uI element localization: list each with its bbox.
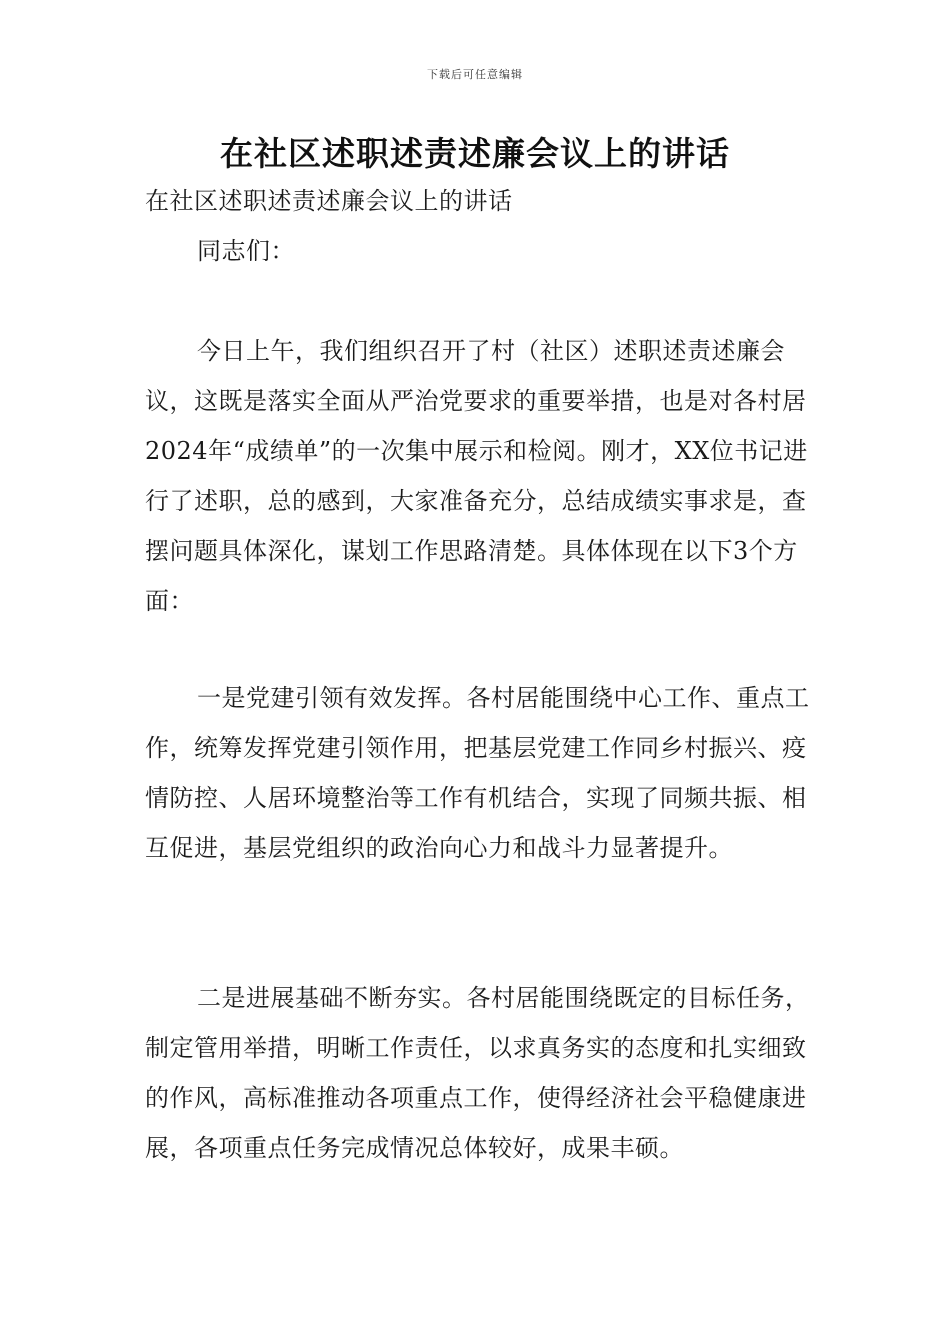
header-note: 下载后可任意编辑 [427,68,523,81]
paragraph-1: 今日上午，我们组织召开了村（社区）述职述责述廉会议，这既是落实全面从严治党要求的重要举措，也是对各村居2024年“成绩单”的一次集中展示和检阅。刚才，XX位书记进行了述职，总的感到，大家准备充分，总结成绩实事求是，查摆问题具体深化，谋划工作思路清楚。具体体现在以下3个方面： [145,337,808,615]
greeting: 同志们： [197,237,295,265]
paragraph-3: 二是进展基础不断夯实。各村居能围绕既定的目标任务，制定管用举措，明晰工作责任，以求真务实的态度和扎实细致的作风，高标准推动各项重点工作，使得经济社会平稳健康进展，各项重点任务完成情况总体较好，成果丰硕。 [145,984,810,1162]
page-title: 在社区述职述责述廉会议上的讲话 [220,134,730,173]
document-subtitle: 在社区述职述责述廉会议上的讲话 [145,187,513,215]
paragraph-2: 一是党建引领有效发挥。各村居能围绕中心工作、重点工作，统筹发挥党建引领作用，把基层党建工作同乡村振兴、疫情防控、人居环境整治等工作有机结合，实现了同频共振、相互促进，基层党组织的政治向心力和战斗力显著提升。 [145,684,810,862]
